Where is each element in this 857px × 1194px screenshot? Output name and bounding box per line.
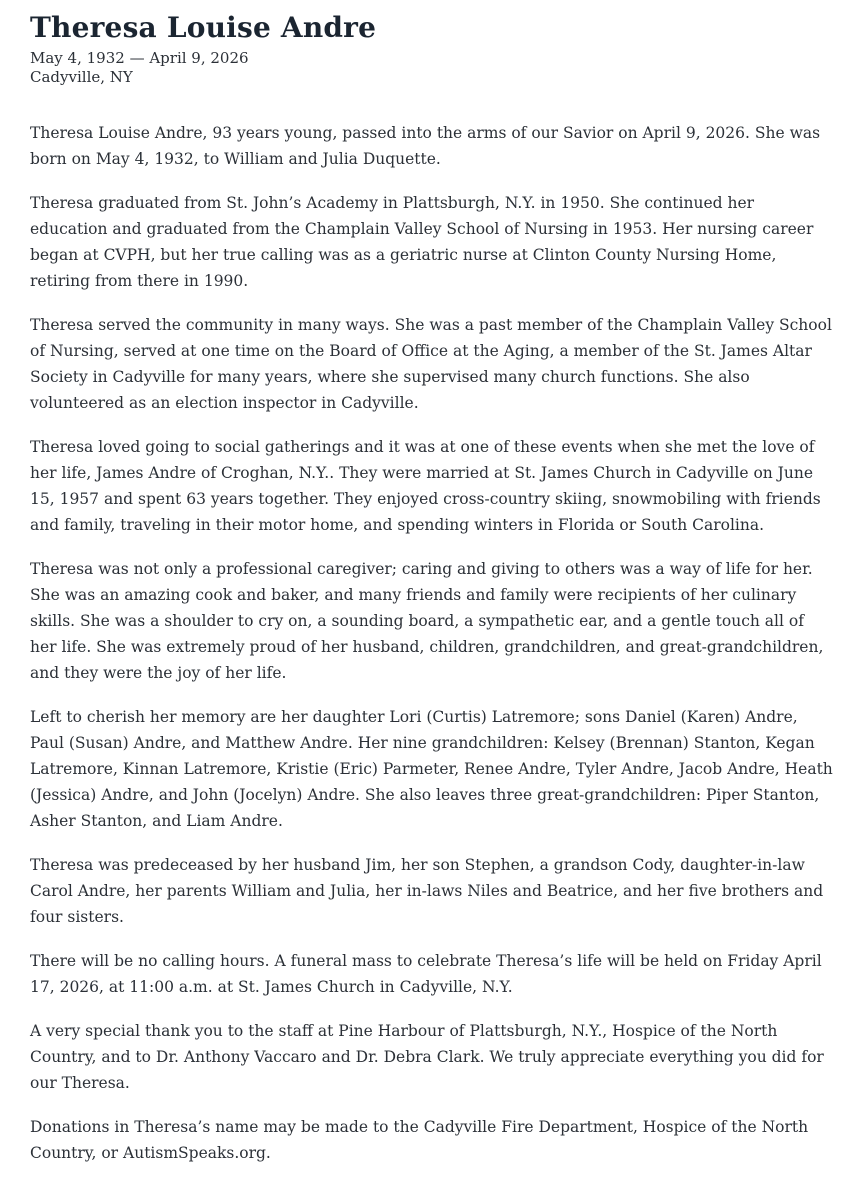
life-dates: May 4, 1932 — April 9, 2026 bbox=[30, 49, 249, 67]
obituary-paragraph: Theresa Louise Andre, 93 years young, passed into the arms of our Savior on April 9, 2026. She was born on May 4, 1932, to William and Julia Duquette. bbox=[30, 124, 821, 168]
obituary-paragraph: Theresa served the community in many ways. She was a past member of the Champlain Valley School of Nursing, served at one time on the Board of Office at the Aging, a member of the St. James Altar Society in Cadyville for many years, where she supervised many church functions. She also volunteered as an election inspector in Cadyville. bbox=[30, 316, 832, 412]
obituary-body bbox=[30, 120, 835, 1166]
obituary-paragraph: Theresa graduated from St. John’s Academy in Plattsburgh, N.Y. in 1950. She continued her education and graduated from the Champlain Valley School of Nursing in 1953. Her nursing career began at CVPH, but her true calling was as a geriatric nurse at Clinton County Nursing Home, retiring from there in 1990. bbox=[30, 194, 814, 290]
obituary-paragraph: Theresa loved going to social gatherings and it was at one of these events when she met the love of her life, James Andre of Croghan, N.Y.. They were married at St. James Church in Cadyville on June 15, 1957 and spent 63 years together. They enjoyed cross-country skiing, snowmobiling with friends and family, traveling in their motor home, and spending winters in Florida or South Carolina. bbox=[30, 438, 821, 534]
obituary-header bbox=[30, 12, 835, 87]
obituary-paragraph: A very special thank you to the staff at Pine Harbour of Plattsburgh, N.Y., Hospice of the North Country, and to Dr. Anthony Vaccaro and Dr. Debra Clark. We truly appreciate everything you did for our Theresa. bbox=[30, 1022, 824, 1092]
location: Cadyville, NY bbox=[30, 68, 133, 86]
obituary-paragraph: Theresa was not only a professional caregiver; caring and giving to others was a way of life for her. She was an amazing cook and baker, and many friends and family were recipients of her culinary skills. She was a shoulder to cry on, a sounding board, a sympathetic ear, and a gentle touch all of her life. She was extremely proud of her husband, children, grandchildren, and great-grandchildren, and they were the joy of her life. bbox=[30, 560, 824, 682]
obituary-paragraph: Theresa was predeceased by her husband Jim, her son Stephen, a grandson Cody, daughter-in-law Carol Andre, her parents William and Julia, her in-laws Niles and Beatrice, and her five brothers and four sisters. bbox=[30, 856, 824, 926]
page-title: Theresa Louise Andre bbox=[30, 11, 377, 44]
obituary-paragraph: There will be no calling hours. A funeral mass to celebrate Theresa’s life will be held on Friday April 17, 2026, at 11:00 a.m. at St. James Church in Cadyville, N.Y. bbox=[30, 952, 822, 996]
obituary-paragraph: Left to cherish her memory are her daughter Lori (Curtis) Latremore; sons Daniel (Karen) Andre, Paul (Susan) Andre, and Matthew Andre. Her nine grandchildren: Kelsey (Brennan) Stanton, Kegan Latremore, Kinnan Latremore, Kristie (Eric) Parmeter, Renee Andre, Tyler Andre, Jacob Andre, Heath (Jessica) Andre, and John (Jocelyn) Andre. She also leaves three great-grandchildren: Piper Stanton, Asher Stanton, and Liam Andre. bbox=[30, 708, 833, 830]
obituary-paragraph: Donations in Theresa’s name may be made to the Cadyville Fire Department, Hospice of the North Country, or AutismSpeaks.org. bbox=[30, 1118, 809, 1162]
